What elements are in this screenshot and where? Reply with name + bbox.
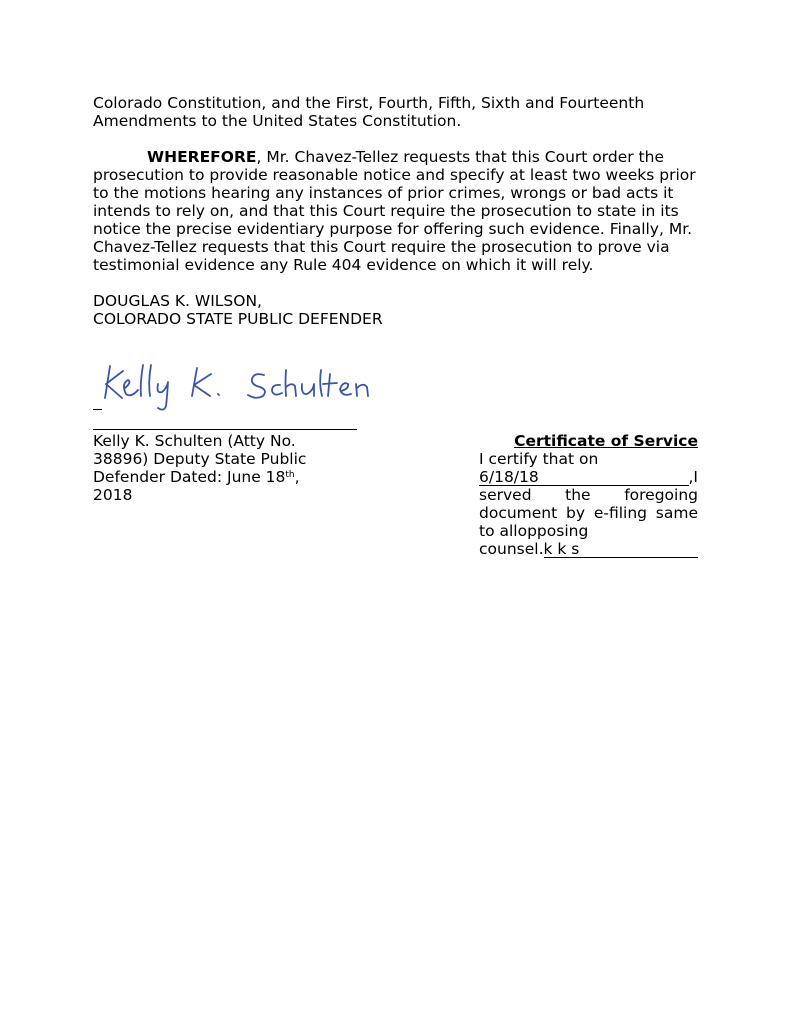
signature-tick — [93, 409, 102, 410]
defender-office: COLORADO STATE PUBLIC DEFENDER — [93, 310, 383, 328]
paragraph-wherefore — [93, 148, 703, 274]
signature-line — [93, 429, 357, 430]
defender-block — [93, 292, 703, 328]
defender-name: DOUGLAS K. WILSON, — [93, 292, 262, 310]
signer-year: , 2018 — [93, 468, 300, 504]
certificate-date: 6/18/18 — [479, 469, 689, 486]
date-ordinal: th — [285, 470, 295, 480]
certificate-counsel-label: counsel. — [479, 540, 544, 558]
certificate-after-date: ,I — [688, 468, 698, 486]
signer-block — [93, 432, 333, 504]
certificate-initials: k k s — [544, 541, 699, 558]
certificate-title: Certificate of Service — [514, 432, 698, 450]
wherefore-heading: WHEREFORE — [147, 148, 257, 166]
certificate-line-5: to allopposing — [479, 522, 589, 540]
wherefore-text: , Mr. Chavez-Tellez requests that this Court order the prosecution to provide reasonable notice and specify at least two weeks prior to the motions hearing any instances of prior crimes, wrongs or bad acts it intends to rely on, and that this Court require the prosecution to state in its notice the precise evidentiary purpose for offering such evidence. Finally, Mr. Chavez-Tellez requests that this Court require the prosecution to prove via testimonial evidence any Rule 404 evidence on which it will rely. — [93, 148, 696, 274]
certificate-date-line — [479, 468, 698, 486]
signer-text: Kelly K. Schulten (Atty No. 38896) Deputy State Public Defender Dated: June 18 — [93, 432, 307, 486]
certificate-line-4: document by e-filing same — [479, 504, 698, 522]
certificate-counsel-line — [479, 540, 698, 558]
handwritten-signature — [96, 358, 386, 414]
certificate-line-1: I certify that on — [479, 450, 599, 468]
paragraph-constitution: Colorado Constitution, and the First, Fourth, Fifth, Sixth and Fourteenth Amendments to the United States Constitution. — [93, 94, 645, 130]
certificate-line-3: served the foregoing — [479, 486, 698, 504]
certificate-of-service — [479, 432, 698, 558]
